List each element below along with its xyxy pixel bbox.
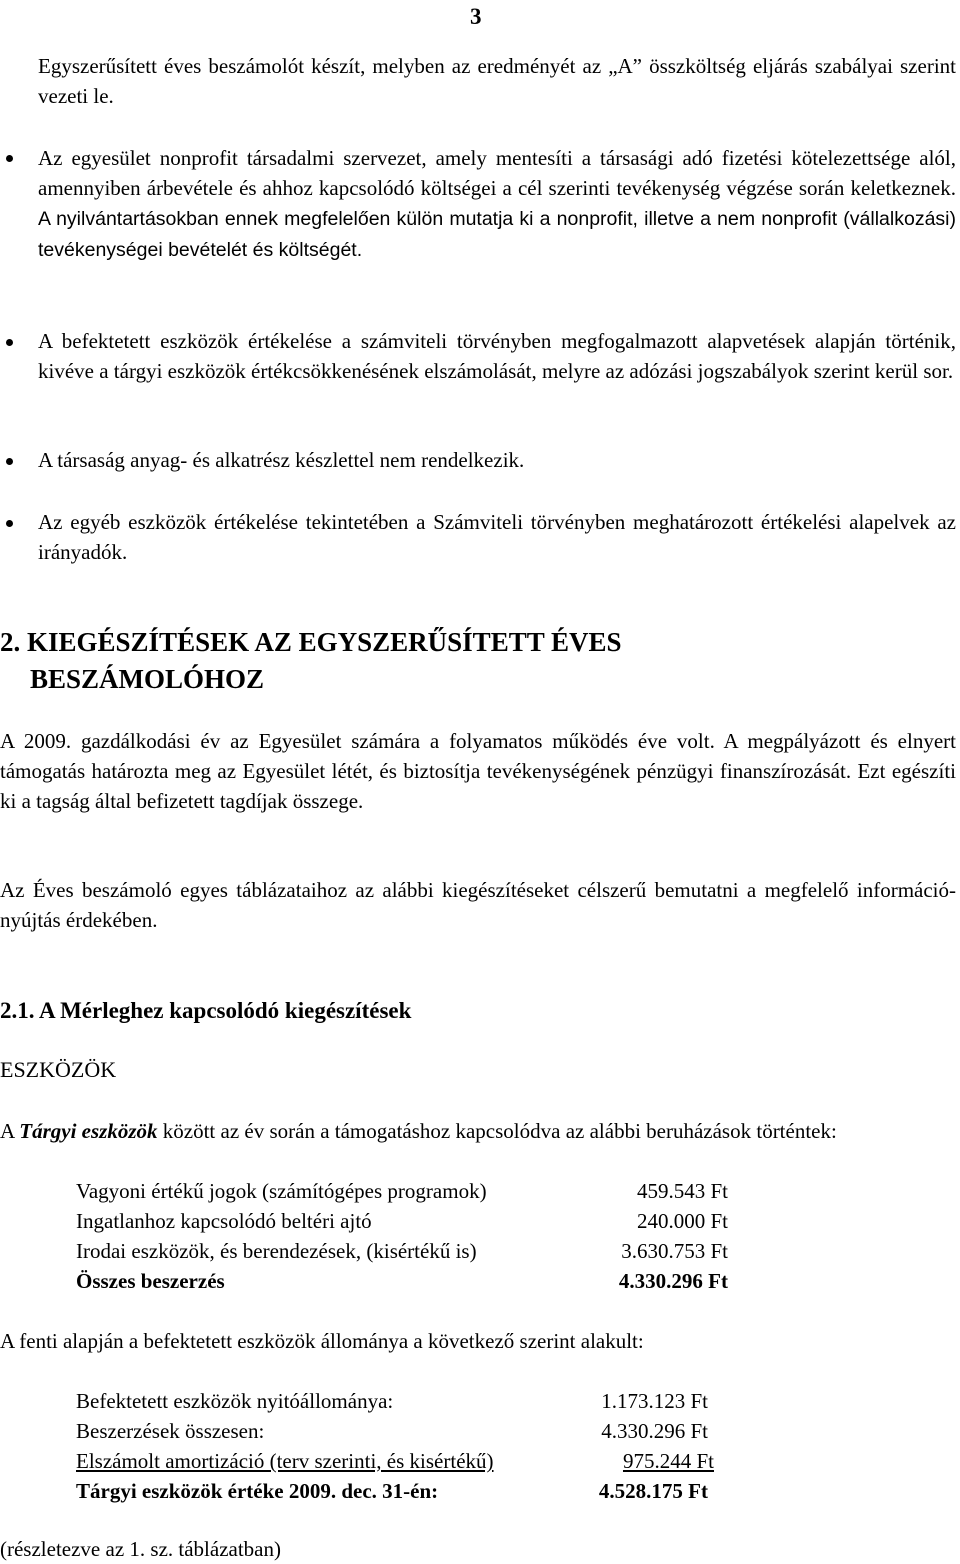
section2-paragraph-2: Az Éves beszámoló egyes táblázataihoz az alábbi kiegészítéseket célszerű bemutatni a megfelelő információ-nyújtás érdekében. (0, 878, 956, 932)
bullet-dot (6, 339, 13, 346)
section2-title-line2: BESZÁMOLÓHOZ (30, 664, 265, 694)
balance-total-amount: 4.528.175 Ft (598, 1479, 708, 1503)
balance-row-amortization (76, 1446, 736, 1476)
investment-label: Irodai eszközök, és berendezések, (kisértékű is) (76, 1239, 477, 1263)
section2-paragraph-1: A 2009. gazdálkodási év az Egyesület számára a folyamatos működés éve volt. A megpályázott és elnyert támogatás határozta meg az Egyesület létét, és biztosítja tevékenységének pénzügyi finanszírozását. Ezt egészíti ki a tagság által befizetett tagdíjak összege. (0, 729, 956, 813)
balance-amount: 975.244 Ft (622, 1449, 714, 1473)
bullet-other-assets: Az egyéb eszközök értékelése tekintetében a Számviteli törvényben meghatározott értékelési alapelvek az irányadók. (38, 510, 956, 564)
investment-row (76, 1176, 736, 1206)
bullet-dot (6, 155, 13, 162)
investment-row (76, 1206, 736, 1236)
bullet-inventory: A társaság anyag- és alkatrész készlettel nem rendelkezik. (38, 448, 525, 472)
assets-subtitle: ESZKÖZÖK (0, 1057, 117, 1082)
investments-intro-rest: között az év során a támogatáshoz kapcsolódva az alábbi beruházások történtek: (162, 1119, 837, 1143)
investment-amount: 459.543 Ft (636, 1179, 728, 1203)
investments-intro (0, 1116, 956, 1146)
bullet-nonprofit-part1: Az egyesület nonprofit társadalmi szervezet, amely mentesíti a társasági adó fizetési kötelezettsége alól, amennyiben árbevétele és ahhoz kapcsolódó költségei a cél szerinti tevékenység végzése során keletkeznek. (38, 146, 956, 200)
balance-amount: 1.173.123 Ft (601, 1389, 708, 1413)
bullet-dot (6, 458, 13, 465)
balance-label: Befektetett eszközök nyitóállománya: (76, 1389, 394, 1413)
investment-total-label: Összes beszerzés (76, 1269, 225, 1293)
investments-intro-a: A (0, 1119, 15, 1143)
balance-label: Elszámolt amortizáció (terv szerinti, és kisértékű) (76, 1449, 494, 1473)
footnote: (részletezve az 1. sz. táblázatban) (0, 1537, 281, 1561)
investment-row (76, 1236, 736, 1266)
section2-title-line1: 2. KIEGÉSZÍTÉSEK AZ EGYSZERŰSÍTETT ÉVES (0, 627, 622, 657)
investments-intro-italic: Tárgyi eszközök (19, 1119, 158, 1143)
balance-label: Beszerzések összesen: (76, 1419, 265, 1443)
investment-label: Vagyoni értékű jogok (számítógépes programok) (76, 1179, 487, 1203)
investment-amount: 3.630.753 Ft (621, 1239, 728, 1263)
balance-row (76, 1416, 736, 1446)
bullet-nonprofit (38, 143, 956, 265)
balance-row (76, 1386, 736, 1416)
page-number: 3 (470, 4, 482, 29)
balance-intro: A fenti alapján a befektetett eszközök állománya a következő szerint alakult: (0, 1329, 644, 1353)
section21-title: 2.1. A Mérleghez kapcsolódó kiegészítések (0, 998, 412, 1023)
bullet-nonprofit-part2: A nyilvántartásokban ennek megfelelően külön mutatja ki a nonprofit, illetve a nem nonprofit (vállalkozási) tevékenységei bevételét és költségét. (38, 208, 956, 261)
investment-total-row (76, 1266, 736, 1296)
investment-amount: 240.000 Ft (636, 1209, 728, 1233)
intro-paragraph: Egyszerűsített éves beszámolót készít, melyben az eredményét az „A” összköltség eljárás szabályai szerint vezeti le. (38, 54, 956, 108)
investment-total-amount: 4.330.296 Ft (618, 1269, 728, 1293)
balance-amount: 4.330.296 Ft (601, 1419, 708, 1443)
balance-total-row (76, 1476, 736, 1506)
investment-label: Ingatlanhoz kapcsolódó beltéri ajtó (76, 1209, 372, 1233)
bullet-valuation: A befektetett eszközök értékelése a számviteli törvényben megfogalmazott alapvetések alapján történik, kivéve a tárgyi eszközök értékcsökkenésének elszámolását, melyre az adózási jogszabályok szerint kerül sor. (38, 329, 956, 383)
balance-total-label: Tárgyi eszközök értéke 2009. dec. 31-én: (76, 1479, 439, 1503)
bullet-dot (6, 520, 13, 527)
